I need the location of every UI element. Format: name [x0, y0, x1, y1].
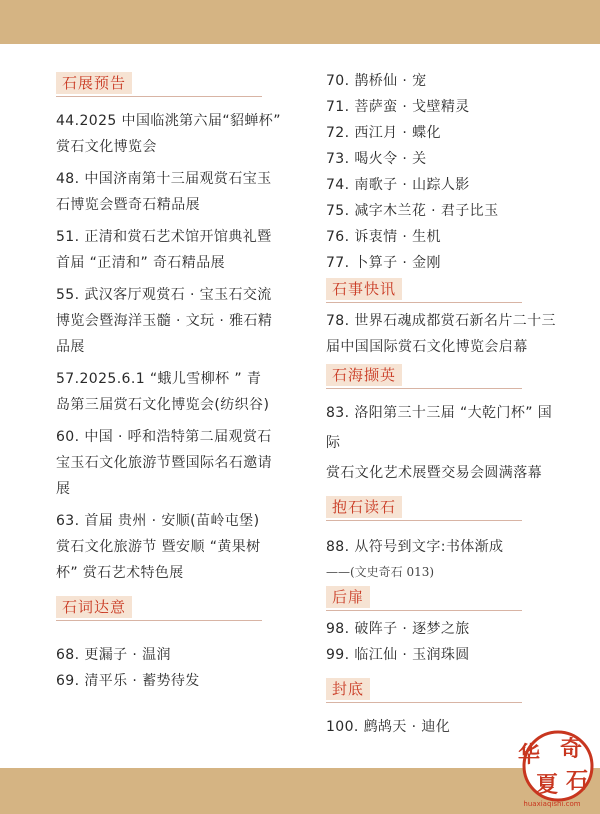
toc-entry[interactable]: 51. 正清和赏石艺术馆开馆典礼暨 首届 “正清和” 奇石精品展 [56, 229, 272, 271]
toc-entry[interactable]: 60. 中国 · 呼和浩特第二届观赏石 宝玉石文化旅游节暨国际名石邀请 展 [56, 429, 272, 497]
toc-entry[interactable]: 44.2025 中国临洮第六届“貂蝉杯” 赏石文化博览会 [56, 113, 281, 155]
section-header-back-flyleaf [326, 586, 566, 612]
toc-entry[interactable]: 77. 卜算子 · 金刚 [326, 255, 441, 271]
logo-char: 夏 [536, 773, 559, 798]
section-divider [56, 620, 262, 621]
section-header-reading [326, 496, 566, 522]
toc-entry[interactable]: 68. 更漏子 · 温润 [56, 647, 171, 663]
section-header-news [326, 278, 566, 304]
toc-entry[interactable]: 88. 从符号到文字:书体渐成 [326, 539, 504, 555]
section-divider [326, 520, 522, 521]
toc-entry[interactable]: 76. 诉衷情 · 生机 [326, 229, 441, 245]
toc-entry[interactable]: 98. 破阵子 · 逐梦之旅 [326, 621, 470, 637]
section-title: 封底 [326, 678, 370, 700]
section-divider [326, 302, 522, 303]
section-title: 后扉 [326, 586, 370, 608]
toc-entry[interactable]: 72. 西江月 · 蝶化 [326, 125, 441, 141]
logo-char: 石 [566, 769, 589, 794]
toc-entry[interactable]: 99. 临江仙 · 玉润珠圆 [326, 647, 470, 663]
toc-entry[interactable]: 73. 喝火令 · 关 [326, 151, 427, 167]
section-title: 石展预告 [56, 72, 132, 94]
top-decorative-band [0, 0, 600, 44]
section-title: 石海撷英 [326, 364, 402, 386]
section-title: 抱石读石 [326, 496, 402, 518]
logo-char: 奇 [560, 737, 583, 762]
section-header-poetry [56, 596, 286, 622]
logo-url: huaxiaqishi.com [523, 800, 581, 808]
toc-entry[interactable]: 69. 清平乐 · 蓄势待发 [56, 673, 200, 689]
toc-right-column [326, 68, 566, 740]
section-header-highlights [326, 364, 566, 390]
toc-entry[interactable]: 63. 首届 贵州 · 安顺(苗岭屯堡) 赏石文化旅游节 暨安顺 “黄果树 杯” 赏石艺术特色展 [56, 513, 261, 581]
logo-char: 华 [518, 743, 541, 768]
section-divider [326, 388, 522, 389]
toc-entry[interactable]: 83. 洛阳第三十三届 “大乾门杯” 国际 赏石文化艺术展暨交易会圆满落幕 [326, 405, 553, 481]
huaxia-qishi-logo [508, 726, 596, 810]
section-divider [326, 702, 522, 703]
toc-entry[interactable]: 75. 减字木兰花 · 君子比玉 [326, 203, 499, 219]
toc-entry[interactable]: 74. 南歌子 · 山踪人影 [326, 177, 470, 193]
toc-left-column [56, 60, 286, 694]
toc-entry[interactable]: 57.2025.6.1 “蛾儿雪柳杯 ” 青 岛第三届赏石文化博览会(纺织谷) [56, 371, 270, 413]
section-title: 石词达意 [56, 596, 132, 618]
toc-entry[interactable]: 48. 中国济南第十三届观赏石宝玉 石博览会暨奇石精品展 [56, 171, 272, 213]
toc-entry[interactable]: 100. 鹧鸪天 · 迪化 [326, 719, 451, 735]
section-title: 石事快讯 [326, 278, 402, 300]
toc-entry[interactable]: 78. 世界石魂成都赏石新名片二十三 届中国国际赏石文化博览会启幕 [326, 313, 556, 355]
section-divider [326, 610, 522, 611]
section-header-back-cover [326, 678, 566, 704]
section-header-exhibition-preview [56, 72, 286, 98]
toc-entry[interactable]: 71. 菩萨蛮 · 戈壁精灵 [326, 99, 470, 115]
section-divider [56, 96, 262, 97]
toc-entry[interactable]: 70. 鹊桥仙 · 宠 [326, 73, 427, 89]
toc-entry[interactable]: 55. 武汉客厅观赏石 · 宝玉石交流 博览会暨海洋玉髓 · 文玩 · 雅石精 品展 [56, 287, 273, 355]
series-note: ——(文史奇石 013) [326, 565, 435, 579]
